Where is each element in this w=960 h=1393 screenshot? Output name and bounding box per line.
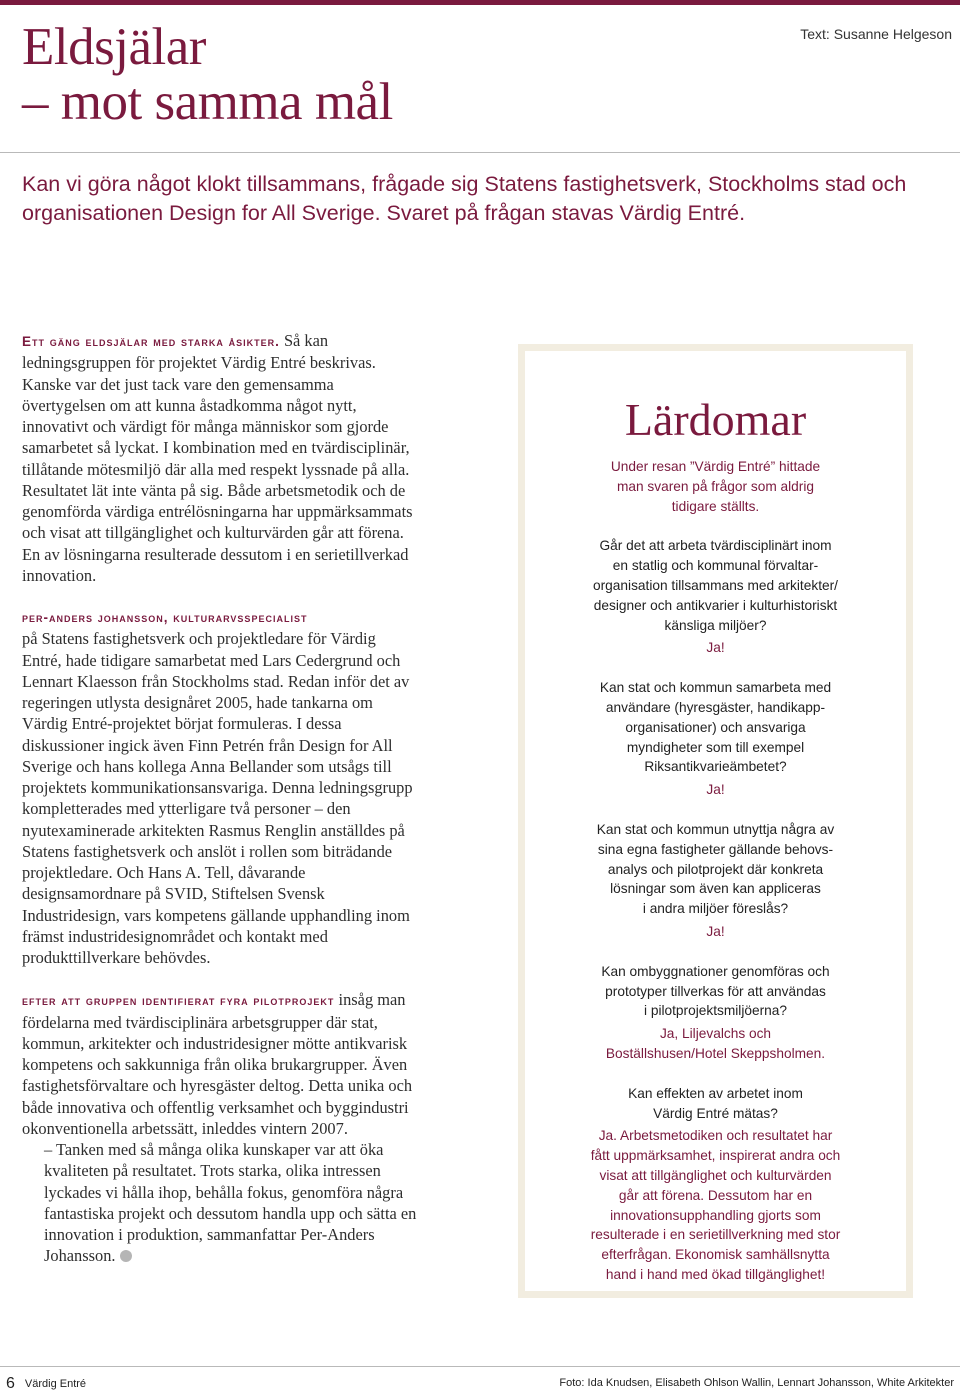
paragraph-1-lead: Ett gäng eldsjälar med starka åsikter. — [22, 334, 280, 349]
article-title — [22, 20, 393, 130]
paragraph-2 — [22, 607, 417, 968]
sidebar-qa-item — [525, 962, 906, 1064]
sidebar-answer: Ja, Liljevalchs och Boställshusen/Hotel Skeppsholmen. — [605, 1026, 826, 1061]
sidebar-answer: Ja. Arbetsmetodiken och resultatet har fått uppmärksamhet, inspirerat andra och visat att tillgänglighet och kulturvärden går att förena. Dessutom har en innovationsupphandling gjorts som resulterade i en serietillverkning med stor efterfrågan. Ekonomisk samhällsnytta hand i hand med ökad tillgänglighet! — [590, 1128, 841, 1282]
article-ingress: Kan vi göra något klokt tillsammans, frågade sig Statens fastighetsverk, Stockholms stad och organisationen Design for All Sverige. Svaret på frågan stavas Värdig Entré. — [22, 172, 907, 225]
sidebar-question: Går det att arbeta tvärdisciplinärt inom en statlig och kommunal förvaltar- organisation tillsammans med arkitekter/ designer och antikvarier i kulturhistoriskt känsliga miljöer? — [593, 538, 838, 633]
title-line-2: – mot samma mål — [22, 73, 393, 131]
footer-section: Värdig Entré — [24, 1378, 87, 1390]
paragraph-1-text: Så kan ledningsgruppen för projektet Värdig Entré beskrivas. Kanske var det just tack vare den gemensamma övertygelsen om att kunna åstadkomma något nytt, innovativt och värdigt för många människor som gjorde samarbetet så lyckat. I kombination med en tvärdisciplinär, tillåtande mötesmiljö där alla med respekt lyssnade på alla. Resultatet lät inte vänta på sig. Både arbetsmetodik och de genomförda värdiga entrélösningarna har uppmärksammats och visat att tillgänglighet och kulturvärden går att förena. En av lösningarna resulterade dessutom i en serietillverkad innovation. — [22, 331, 413, 585]
main-text-column — [22, 330, 417, 1288]
sidebar-question: Kan stat och kommun utnyttja några av sina egna fastigheter gällande behovs- analys och pilotprojekt där konkreta lösningar som även kan appliceras i andra miljöer föreslås? — [596, 821, 835, 917]
paragraph-3-text: insåg man fördelarna med tvärdisciplinära arbetsgrupper där stat, kommun, arkitekter och industridesigner mötte antikvarisk kompetens och sakkunniga från olika brukargrupper. Även fastighetsförvaltare och hyresgäster deltog. Detta unika och både innovativa och offentlig verksamhet och byggindustri okonventionella arbetssätt, inleddes vintern 2007. — [22, 990, 413, 1138]
sidebar-answer: Ja! — [706, 782, 725, 798]
end-bullet-icon — [120, 1250, 132, 1262]
top-accent-bar — [0, 0, 960, 5]
paragraph-4-quote — [22, 1139, 417, 1267]
divider-bottom — [0, 1366, 960, 1367]
lardomar-sidebar — [518, 344, 913, 1298]
sidebar-question: Kan ombyggnationer genomföras och prototyper tillverkas för att användas i pilotprojektsmiljöerna? — [601, 963, 830, 1019]
sidebar-answer: Ja! — [706, 923, 725, 939]
photo-credit: Foto: Ida Knudsen, Elisabeth Ohlson Wallin, Lennart Johansson, White Arkitekter — [559, 1377, 954, 1389]
divider-top — [0, 152, 960, 153]
paragraph-3-lead: efter att gruppen identifierat fyra pilotprojekt — [22, 993, 335, 1009]
sidebar-question: Kan stat och kommun samarbeta med användare (hyresgäster, handikapp- organisationer) och ansvariga myndigheter som till exempel Riksantikvarieämbetet? — [599, 680, 832, 775]
title-line-1: Eldsjälar — [22, 18, 206, 76]
sidebar-qa-item — [525, 820, 906, 942]
sidebar-qa-item — [525, 1084, 906, 1285]
paragraph-2-text: på Statens fastighetsverk och projektledare för Värdig Entré, hade tidigare samarbetat med Lars Cedergrund och Lennart Klaesson från Stockholms stad. Redan inför det av regeringen utlysta designåret 2005, hade tankarna om Värdig Entré-projektet börjat formuleras. I dessa diskussioner ingick även Finn Petrén från Design for All Sverige och hans kollega Anna Bellander som utsågs till projektets kommunikationsansvariga. Denna ledningsgrupp kompletterades med ytterligare två personer – den nyutexaminerade arkitekten Rasmus Renglin anställdes på Statens fastighetsverk och anslöt i rollen som biträdande projektledare. Och Hans A. Tell, dåvarande designsamordnare på SVID, Stiftelsen Svensk Industridesign, vars kompetens gällande upphandling inom främst industridesignområdet och kontakt med produkttillverkare behövdes. — [22, 629, 413, 967]
sidebar-qa-item — [525, 678, 906, 800]
page-footer — [6, 1375, 86, 1393]
sidebar-title: Lärdomar — [624, 394, 807, 445]
paragraph-1 — [22, 330, 417, 586]
sidebar-answer: Ja! — [706, 640, 725, 656]
paragraph-2-lead: per-anders johansson, kulturarvsspecialist — [22, 610, 308, 625]
sidebar-qa-item — [525, 536, 906, 658]
page-number: 6 — [6, 1375, 15, 1392]
paragraph-4-text: – Tanken med så många olika kunskaper var att öka kvaliteten på resultatet. Trots starka, olika intressen lyckades vi hålla ihop, behålla fokus, genomföra några fantastiska projekt och dessutom handla upp och sätta en innovation i produktion, sammanfattar Per-Anders Johansson. — [44, 1140, 417, 1266]
sidebar-intro: Under resan ”Värdig Entré” hittade man svaren på frågor som aldrig tidigare ställts. — [610, 459, 821, 514]
paragraph-3 — [22, 989, 417, 1139]
byline: Text: Susanne Helgeson — [800, 26, 952, 42]
sidebar-question: Kan effekten av arbetet inom Värdig Entré mätas? — [628, 1085, 803, 1121]
